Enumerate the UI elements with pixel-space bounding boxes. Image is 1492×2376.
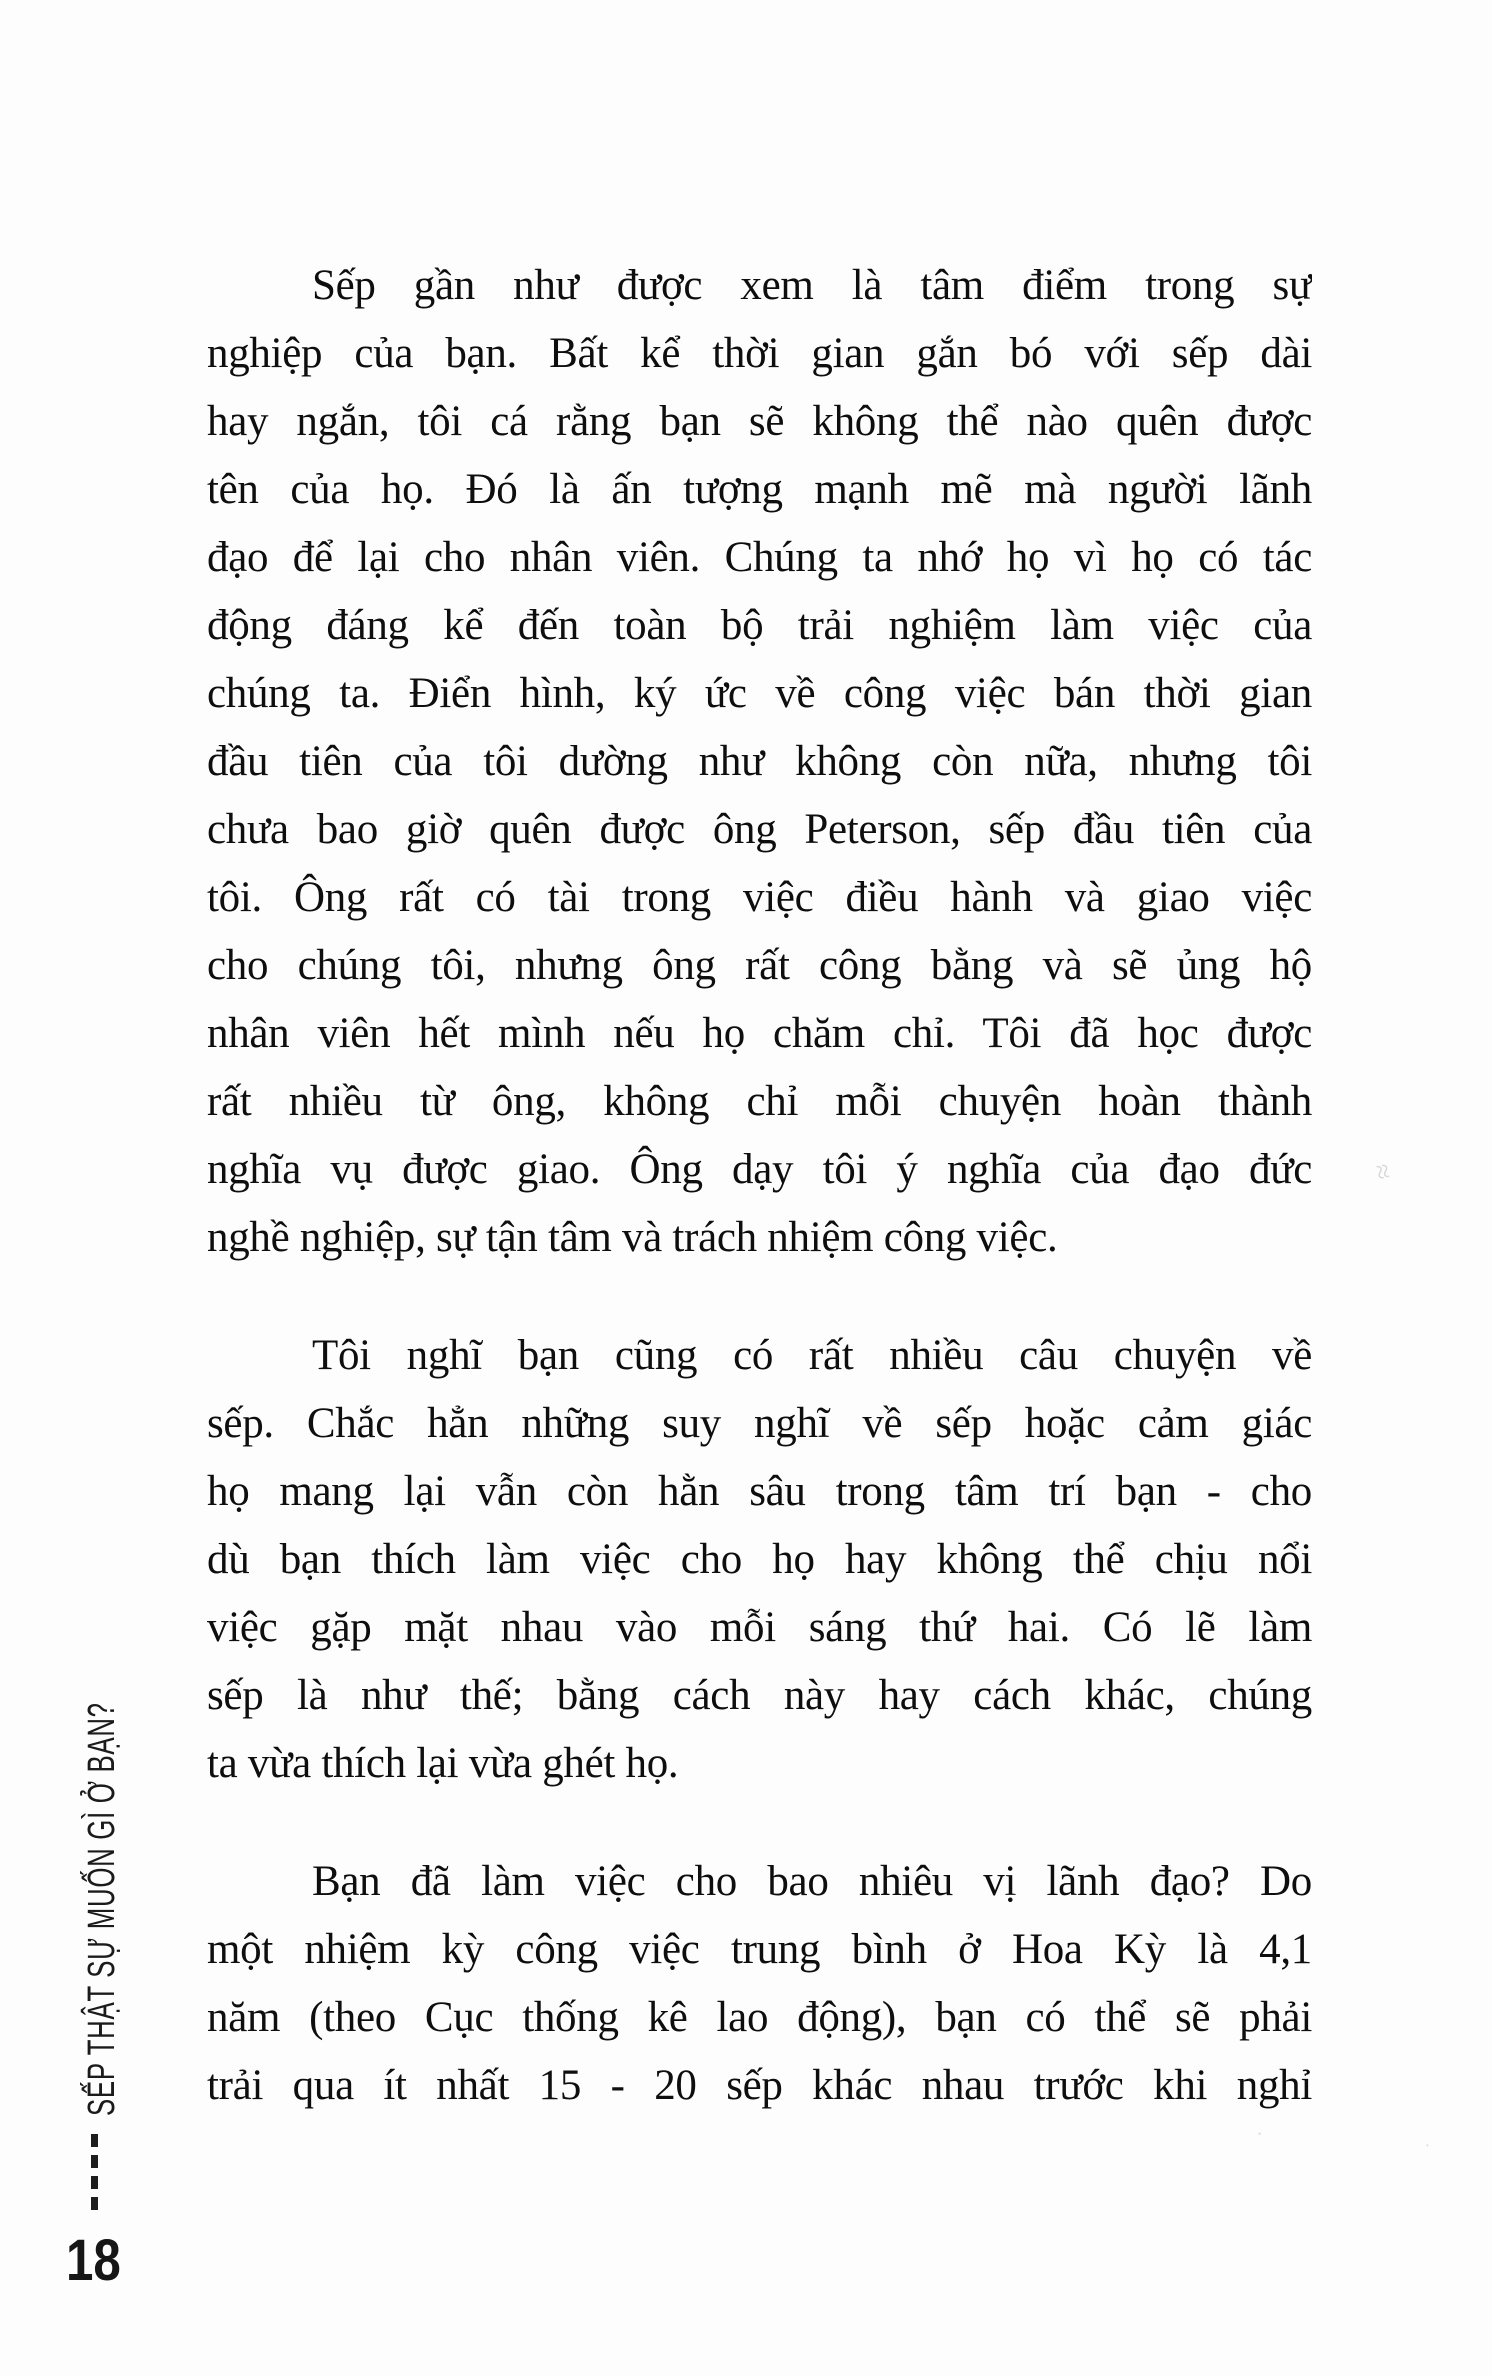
- text-line: năm (theo Cục thống kê lao động), bạn có thể sẽ phải: [207, 1994, 1312, 2041]
- text-line: đầu tiên của tôi dường như không còn nữa, nhưng tôi: [207, 738, 1312, 785]
- scan-artifact-dot: ·: [1424, 2135, 1431, 2157]
- text-line: nghiệp của bạn. Bất kể thời gian gắn bó với sếp dài: [207, 330, 1312, 377]
- text-line: trải qua ít nhất 15 - 20 sếp khác nhau trước khi nghỉ: [207, 2062, 1312, 2109]
- text-line: Sếp gần như được xem là tâm điểm trong sự: [312, 262, 1312, 309]
- text-line: đạo để lại cho nhân viên. Chúng ta nhớ họ vì họ có tác: [207, 534, 1312, 581]
- scan-artifact-dot: ·: [1256, 2121, 1264, 2146]
- text-line: chưa bao giờ quên được ông Peterson, sếp đầu tiên của: [207, 806, 1312, 853]
- text-line: sếp. Chắc hẳn những suy nghĩ về sếp hoặc cảm giác: [207, 1400, 1312, 1447]
- text-line: chúng ta. Điển hình, ký ức về công việc bán thời gian: [207, 670, 1312, 717]
- text-line: Tôi nghĩ bạn cũng có rất nhiều câu chuyện về: [312, 1332, 1312, 1379]
- text-line: nghĩa vụ được giao. Ông dạy tôi ý nghĩa của đạo đức: [207, 1146, 1312, 1193]
- scan-artifact-squiggle: ≈: [1365, 1161, 1399, 1183]
- dashed-line-separator: [91, 2134, 98, 2216]
- paragraph: [207, 252, 1312, 1272]
- sidebar-vertical-title: SẾP THẬT SỰ MUỐN GÌ Ở BẠN?: [81, 1702, 123, 2116]
- text-line: sếp là như thế; bằng cách này hay cách khác, chúng: [207, 1672, 1312, 1719]
- text-line: tôi. Ông rất có tài trong việc điều hành và giao việc: [207, 874, 1312, 921]
- text-line: dù bạn thích làm việc cho họ hay không thể chịu nổi: [207, 1536, 1312, 1583]
- text-line: nhân viên hết mình nếu họ chăm chỉ. Tôi đã học được: [207, 1010, 1312, 1057]
- text-line: một nhiệm kỳ công việc trung bình ở Hoa Kỳ là 4,1: [207, 1926, 1312, 1973]
- text-line: họ mang lại vẫn còn hằn sâu trong tâm trí bạn - cho: [207, 1468, 1312, 1515]
- paragraph: [207, 1848, 1312, 2120]
- page-number: 18: [66, 2228, 121, 2293]
- paragraph: [207, 1322, 1312, 1798]
- text-line: rất nhiều từ ông, không chỉ mỗi chuyện hoàn thành: [207, 1078, 1312, 1125]
- text-line: Bạn đã làm việc cho bao nhiêu vị lãnh đạo? Do: [312, 1858, 1312, 1905]
- text-line: cho chúng tôi, nhưng ông rất công bằng và sẽ ủng hộ: [207, 942, 1312, 989]
- text-line: ta vừa thích lại vừa ghét họ.: [207, 1740, 679, 1787]
- text-line: hay ngắn, tôi cá rằng bạn sẽ không thể nào quên được: [207, 398, 1312, 445]
- text-line: tên của họ. Đó là ấn tượng mạnh mẽ mà người lãnh: [207, 466, 1312, 513]
- text-line: động đáng kể đến toàn bộ trải nghiệm làm việc của: [207, 602, 1312, 649]
- text-line: nghề nghiệp, sự tận tâm và trách nhiệm công việc.: [207, 1214, 1058, 1261]
- text-line: việc gặp mặt nhau vào mỗi sáng thứ hai. Có lẽ làm: [207, 1604, 1312, 1651]
